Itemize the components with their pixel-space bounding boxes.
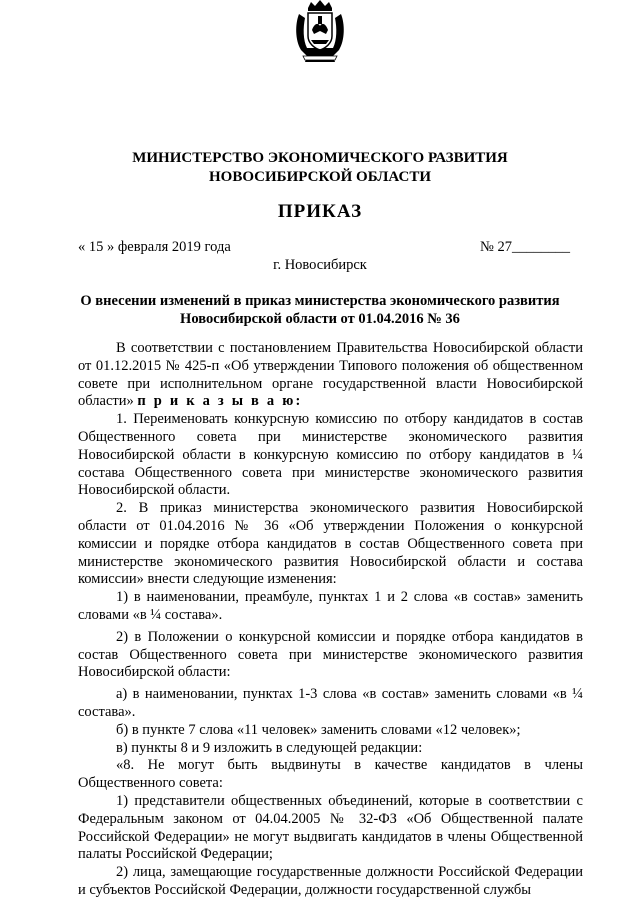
paragraph-subitem-v: в) пункты 8 и 9 изложить в следующей редакции: (116, 739, 423, 756)
order-date: « 15 » февраля 2019 года (78, 239, 231, 255)
paragraph-item-1: 1. Переименовать конкурсную комиссию по отбору кандидатов в состав Общественного совета при министерстве экономического развития Новосибирской области в конкурсную комиссию по отбору кандидатов в ¼ состава Общественного совета при министерстве экономического развития Новосибирской области. (78, 411, 583, 499)
order-directive: п р и к а з ы в а ю: (137, 393, 303, 410)
paragraph-subitem-a: а) в наименовании, пунктах 1-3 слова «в состав» заменить словами «в ¼ состава». (78, 686, 583, 720)
ministry-line-1: МИНИСТЕРСТВО ЭКОНОМИЧЕСКОГО РАЗВИТИЯ (132, 150, 508, 166)
paragraph-subitem-b: б) в пункте 7 слова «11 человек» заменить словами «12 человек»; (116, 721, 521, 738)
paragraph-item-2: 2. В приказ министерства экономического развития Новосибирской области от 01.04.2016 № 36 «Об утверждении Положения о конкурсной комиссии и порядке отбора кандидатов в состав Общественного совета при министерстве экономического развития Новосибирской области и состава комиссии» внести следующие изменения: (78, 500, 583, 588)
subject-line-1: О внесении изменений в приказ министерства экономического развития (80, 293, 560, 309)
paragraph-clause-8-2: 2) лица, замещающие государственные должности Российской Федерации и субъектов Российской Федерации, должности государственной службы (78, 864, 583, 898)
document-body (78, 340, 583, 900)
subject-line-2: Новосибирской области от 01.04.2016 № 36 (180, 311, 460, 327)
document-type: ПРИКАЗ (277, 201, 363, 222)
paragraph-subitem-1: 1) в наименовании, преамбуле, пунктах 1 и 2 слова «в состав» заменить словами «в ¼ состава». (78, 589, 583, 623)
ministry-name (0, 149, 640, 187)
ministry-line-2: НОВОСИБИРСКОЙ ОБЛАСТИ (208, 169, 432, 185)
paragraph-subitem-2: 2) в Положении о конкурсной комиссии и порядке отбора кандидатов в состав Общественного совета при министерстве экономического развития Новосибирской области: (78, 628, 583, 681)
paragraph-preamble (78, 340, 583, 411)
coat-of-arms-icon (293, 0, 347, 64)
order-city: г. Новосибирск (273, 257, 367, 273)
preamble-text: В соответствии с постановлением Правительства Новосибирской области от 01.12.2015 № 425-п «Об утверждении Типового положения об общественном совете при исполнительном органе государственной власти Новосибирской области» (78, 340, 583, 410)
paragraph-clause-8: «8. Не могут быть выдвинуты в качестве кандидатов в члены Общественного совета: (78, 757, 583, 792)
order-number: № 27________ (480, 239, 570, 255)
order-subject (60, 292, 580, 328)
paragraph-clause-8-1: 1) представители общественных объединений, которые в соответствии с Федеральным законом от 04.04.2005 № 32-ФЗ «Об Общественной палате Российской Федерации» не могут выдвигать кандидатов в члены Общественной палаты Российской Федерации; (78, 792, 583, 863)
